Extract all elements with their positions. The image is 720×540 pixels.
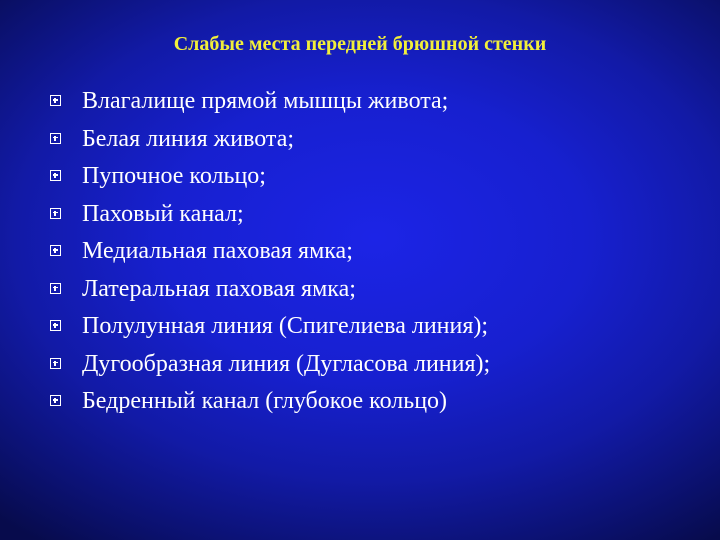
list-item (0, 83, 720, 121)
boxed-plus-icon (50, 170, 61, 181)
boxed-plus-icon (50, 358, 61, 369)
boxed-plus-icon (50, 320, 61, 331)
list-item (0, 233, 720, 271)
list-item (0, 158, 720, 196)
boxed-plus-icon (50, 133, 61, 144)
boxed-plus-icon (50, 395, 61, 406)
list-item (0, 271, 720, 309)
bullet-text: Белая линия живота; (82, 125, 295, 152)
list-item (0, 383, 720, 421)
bullet-list (0, 83, 720, 421)
list-item (0, 308, 720, 346)
bullet-text: Полулунная линия (Спигелиева линия); (82, 313, 489, 339)
bullet-text: Дугообразная линия (Дугласова линия); (82, 350, 491, 377)
list-item (0, 196, 720, 234)
slide-title: Слабые места передней брюшной стенки (173, 33, 547, 55)
bullet-text: Латеральная паховая ямка; (82, 275, 356, 302)
bullet-text: Бедренный канал (глубокое кольцо) (82, 388, 448, 414)
boxed-plus-icon (50, 245, 61, 256)
list-item (0, 121, 720, 159)
bullet-text: Влагалище прямой мышцы живота; (82, 88, 449, 114)
boxed-plus-icon (50, 208, 61, 219)
bullet-text: Медиальная паховая ямка; (82, 238, 353, 264)
list-item (0, 346, 720, 384)
bullet-text: Пупочное кольцо; (82, 163, 266, 189)
boxed-plus-icon (50, 95, 61, 106)
boxed-plus-icon (50, 283, 61, 294)
bullet-text: Паховый канал; (82, 200, 244, 227)
